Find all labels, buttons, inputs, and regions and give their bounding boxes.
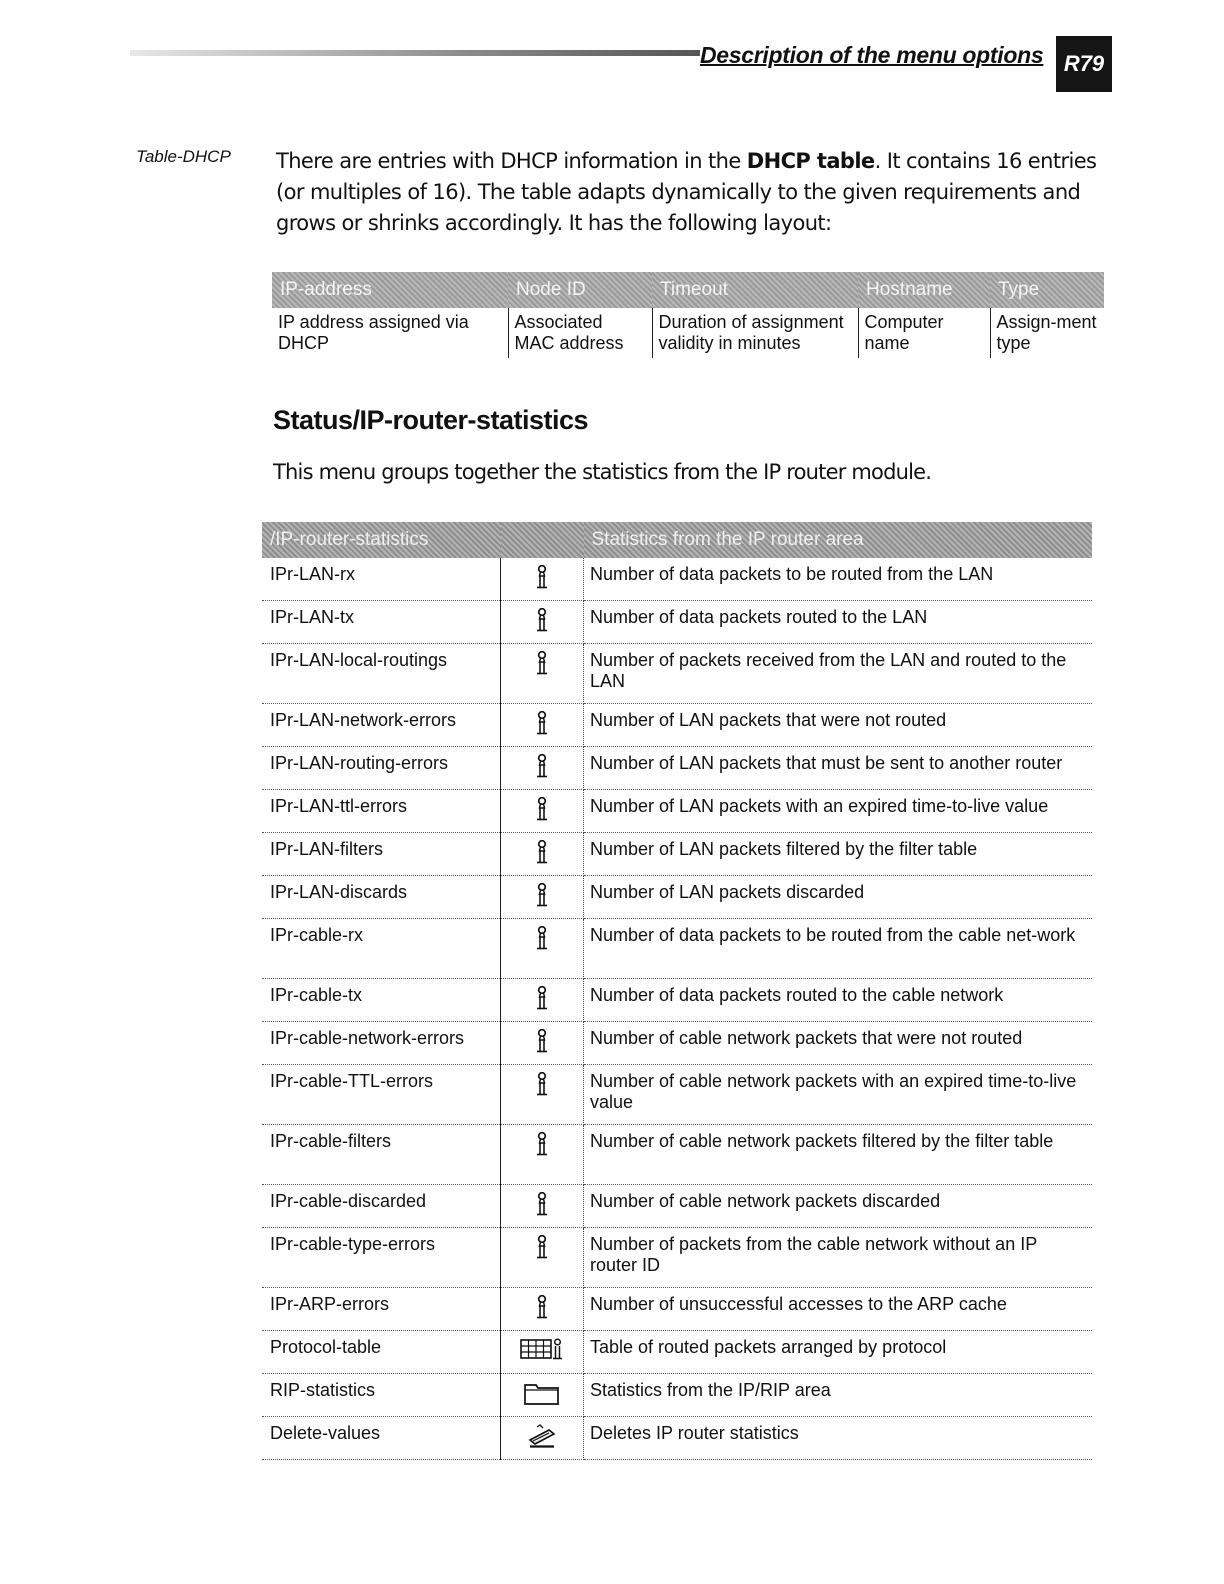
stats-row-description: Number of LAN packets filtered by the filter table	[584, 833, 1093, 876]
margin-note: Table-DHCP	[136, 147, 231, 166]
dhcp-header-ip-address: IP-address	[272, 272, 508, 308]
counter-icon	[534, 796, 550, 827]
stats-row	[262, 747, 1092, 790]
stats-row-icon-cell	[501, 1125, 584, 1185]
stats-row	[262, 1022, 1092, 1065]
stats-row-name: IPr-LAN-rx	[262, 558, 501, 601]
intro-text-2: . It contains 16 entries (or multiples of 16). The table adapts dynamically to the given requirements and grows or shrinks accordingly. It has the following layout:	[276, 149, 1097, 235]
stats-row	[262, 979, 1092, 1022]
stats-row	[262, 558, 1092, 601]
stats-row-name: IPr-cable-type-errors	[262, 1228, 501, 1288]
stats-row-icon-cell	[501, 1331, 584, 1374]
counter-icon	[534, 564, 550, 595]
header-rule	[130, 50, 700, 56]
stats-row-description: Statistics from the IP/RIP area	[584, 1374, 1093, 1417]
dhcp-header-hostname: Hostname	[858, 272, 990, 308]
stats-row	[262, 1288, 1092, 1331]
counter-icon	[534, 925, 550, 956]
stats-header-icon	[501, 522, 584, 558]
dhcp-table	[272, 272, 1104, 358]
stats-row-name: Delete-values	[262, 1417, 501, 1460]
stats-row	[262, 704, 1092, 747]
stats-row-description: Number of packets from the cable network without an IP router ID	[584, 1228, 1093, 1288]
stats-row-icon-cell	[501, 919, 584, 979]
stats-row-name: RIP-statistics	[262, 1374, 501, 1417]
stats-row-icon-cell	[501, 876, 584, 919]
intro-paragraph	[276, 146, 1106, 239]
intro-bold-term: DHCP table	[746, 149, 875, 173]
stats-row	[262, 1228, 1092, 1288]
page-number-badge: R79	[1056, 36, 1112, 92]
counter-icon	[534, 882, 550, 913]
stats-row-icon-cell	[501, 747, 584, 790]
stats-row-name: IPr-cable-discarded	[262, 1185, 501, 1228]
stats-row-description: Number of data packets routed to the LAN	[584, 601, 1093, 644]
dhcp-table-header-row	[272, 272, 1104, 308]
dhcp-cell-type: Assign-ment type	[990, 308, 1104, 358]
stats-row-icon-cell	[501, 979, 584, 1022]
stats-row	[262, 1125, 1092, 1185]
stats-row-icon-cell	[501, 1417, 584, 1460]
stats-row-icon-cell	[501, 704, 584, 747]
dhcp-table-row	[272, 308, 1104, 358]
stats-header-description: Statistics from the IP router area	[584, 522, 1093, 558]
dhcp-cell-node-id: Associated MAC address	[508, 308, 652, 358]
ip-router-statistics-table	[262, 522, 1092, 1460]
stats-row-icon-cell	[501, 833, 584, 876]
running-header-title: Description of the menu options	[700, 42, 1044, 68]
stats-row-icon-cell	[501, 1065, 584, 1125]
stats-row-description: Table of routed packets arranged by protocol	[584, 1331, 1093, 1374]
stats-row-description: Number of data packets routed to the cable network	[584, 979, 1093, 1022]
stats-header-menu-path: /IP-router-statistics	[262, 522, 501, 558]
delete-icon	[527, 1423, 557, 1454]
intro-text-1: There are entries with DHCP information in the	[276, 149, 747, 173]
section-heading: Status/IP-router-statistics	[273, 405, 589, 435]
stats-row-name: IPr-LAN-tx	[262, 601, 501, 644]
stats-row	[262, 919, 1092, 979]
stats-row-icon-cell	[501, 644, 584, 704]
section-description: This menu groups together the statistics from the IP router module.	[273, 460, 932, 484]
counter-icon	[534, 1071, 550, 1102]
stats-row-description: Number of LAN packets that were not routed	[584, 704, 1093, 747]
counter-icon	[534, 1191, 550, 1222]
counter-icon	[534, 1294, 550, 1325]
stats-row-name: IPr-cable-rx	[262, 919, 501, 979]
stats-row-name: IPr-ARP-errors	[262, 1288, 501, 1331]
stats-row-icon-cell	[501, 1185, 584, 1228]
table-icon	[520, 1337, 564, 1366]
stats-row-description: Number of unsuccessful accesses to the ARP cache	[584, 1288, 1093, 1331]
stats-row-description: Number of cable network packets that were not routed	[584, 1022, 1093, 1065]
stats-row-icon-cell	[501, 601, 584, 644]
stats-row	[262, 1374, 1092, 1417]
stats-row	[262, 1417, 1092, 1460]
stats-row	[262, 1185, 1092, 1228]
stats-row-name: IPr-LAN-ttl-errors	[262, 790, 501, 833]
stats-row-icon-cell	[501, 1288, 584, 1331]
stats-row-name: Protocol-table	[262, 1331, 501, 1374]
stats-row-icon-cell	[501, 1374, 584, 1417]
counter-icon	[534, 753, 550, 784]
dhcp-cell-hostname: Computer name	[858, 308, 990, 358]
counter-icon	[534, 1028, 550, 1059]
stats-row	[262, 1331, 1092, 1374]
counter-icon	[534, 710, 550, 741]
stats-row	[262, 790, 1092, 833]
dhcp-cell-ip-address: IP address assigned via DHCP	[278, 312, 469, 353]
stats-row-icon-cell	[501, 1228, 584, 1288]
stats-row-name: IPr-LAN-filters	[262, 833, 501, 876]
stats-row-description: Number of cable network packets with an expired time-to-live value	[584, 1065, 1093, 1125]
stats-row	[262, 1065, 1092, 1125]
dhcp-header-node-id: Node ID	[508, 272, 652, 308]
stats-row-name: IPr-LAN-local-routings	[262, 644, 501, 704]
stats-row	[262, 644, 1092, 704]
stats-row-description: Number of LAN packets with an expired time-to-live value	[584, 790, 1093, 833]
stats-row	[262, 833, 1092, 876]
stats-row-description: Number of cable network packets discarded	[584, 1185, 1093, 1228]
dhcp-header-type: Type	[990, 272, 1104, 308]
stats-row-description: Number of data packets to be routed from the cable net-work	[584, 919, 1093, 979]
counter-icon	[534, 1131, 550, 1162]
stats-row-description: Number of packets received from the LAN and routed to the LAN	[584, 644, 1093, 704]
stats-row-icon-cell	[501, 790, 584, 833]
dhcp-cell-timeout: Duration of assignment validity in minutes	[652, 308, 858, 358]
stats-row-name: IPr-cable-filters	[262, 1125, 501, 1185]
stats-row-icon-cell	[501, 1022, 584, 1065]
counter-icon	[534, 1234, 550, 1265]
counter-icon	[534, 650, 550, 681]
stats-row-description: Number of cable network packets filtered by the filter table	[584, 1125, 1093, 1185]
stats-row-name: IPr-LAN-network-errors	[262, 704, 501, 747]
stats-row-description: Number of data packets to be routed from the LAN	[584, 558, 1093, 601]
stats-row-icon-cell	[501, 558, 584, 601]
stats-row-name: IPr-cable-tx	[262, 979, 501, 1022]
counter-icon	[534, 607, 550, 638]
stats-row	[262, 601, 1092, 644]
stats-row-name: IPr-LAN-discards	[262, 876, 501, 919]
stats-row-name: IPr-LAN-routing-errors	[262, 747, 501, 790]
counter-icon	[534, 985, 550, 1016]
stats-row-name: IPr-cable-network-errors	[262, 1022, 501, 1065]
stats-row	[262, 876, 1092, 919]
counter-icon	[534, 839, 550, 870]
stats-row-description: Number of LAN packets discarded	[584, 876, 1093, 919]
stats-row-name: IPr-cable-TTL-errors	[262, 1065, 501, 1125]
stats-row-description: Deletes IP router statistics	[584, 1417, 1093, 1460]
dhcp-header-timeout: Timeout	[652, 272, 858, 308]
folder-icon	[523, 1380, 561, 1411]
stats-row-description: Number of LAN packets that must be sent to another router	[584, 747, 1093, 790]
stats-table-header-row	[262, 522, 1092, 558]
